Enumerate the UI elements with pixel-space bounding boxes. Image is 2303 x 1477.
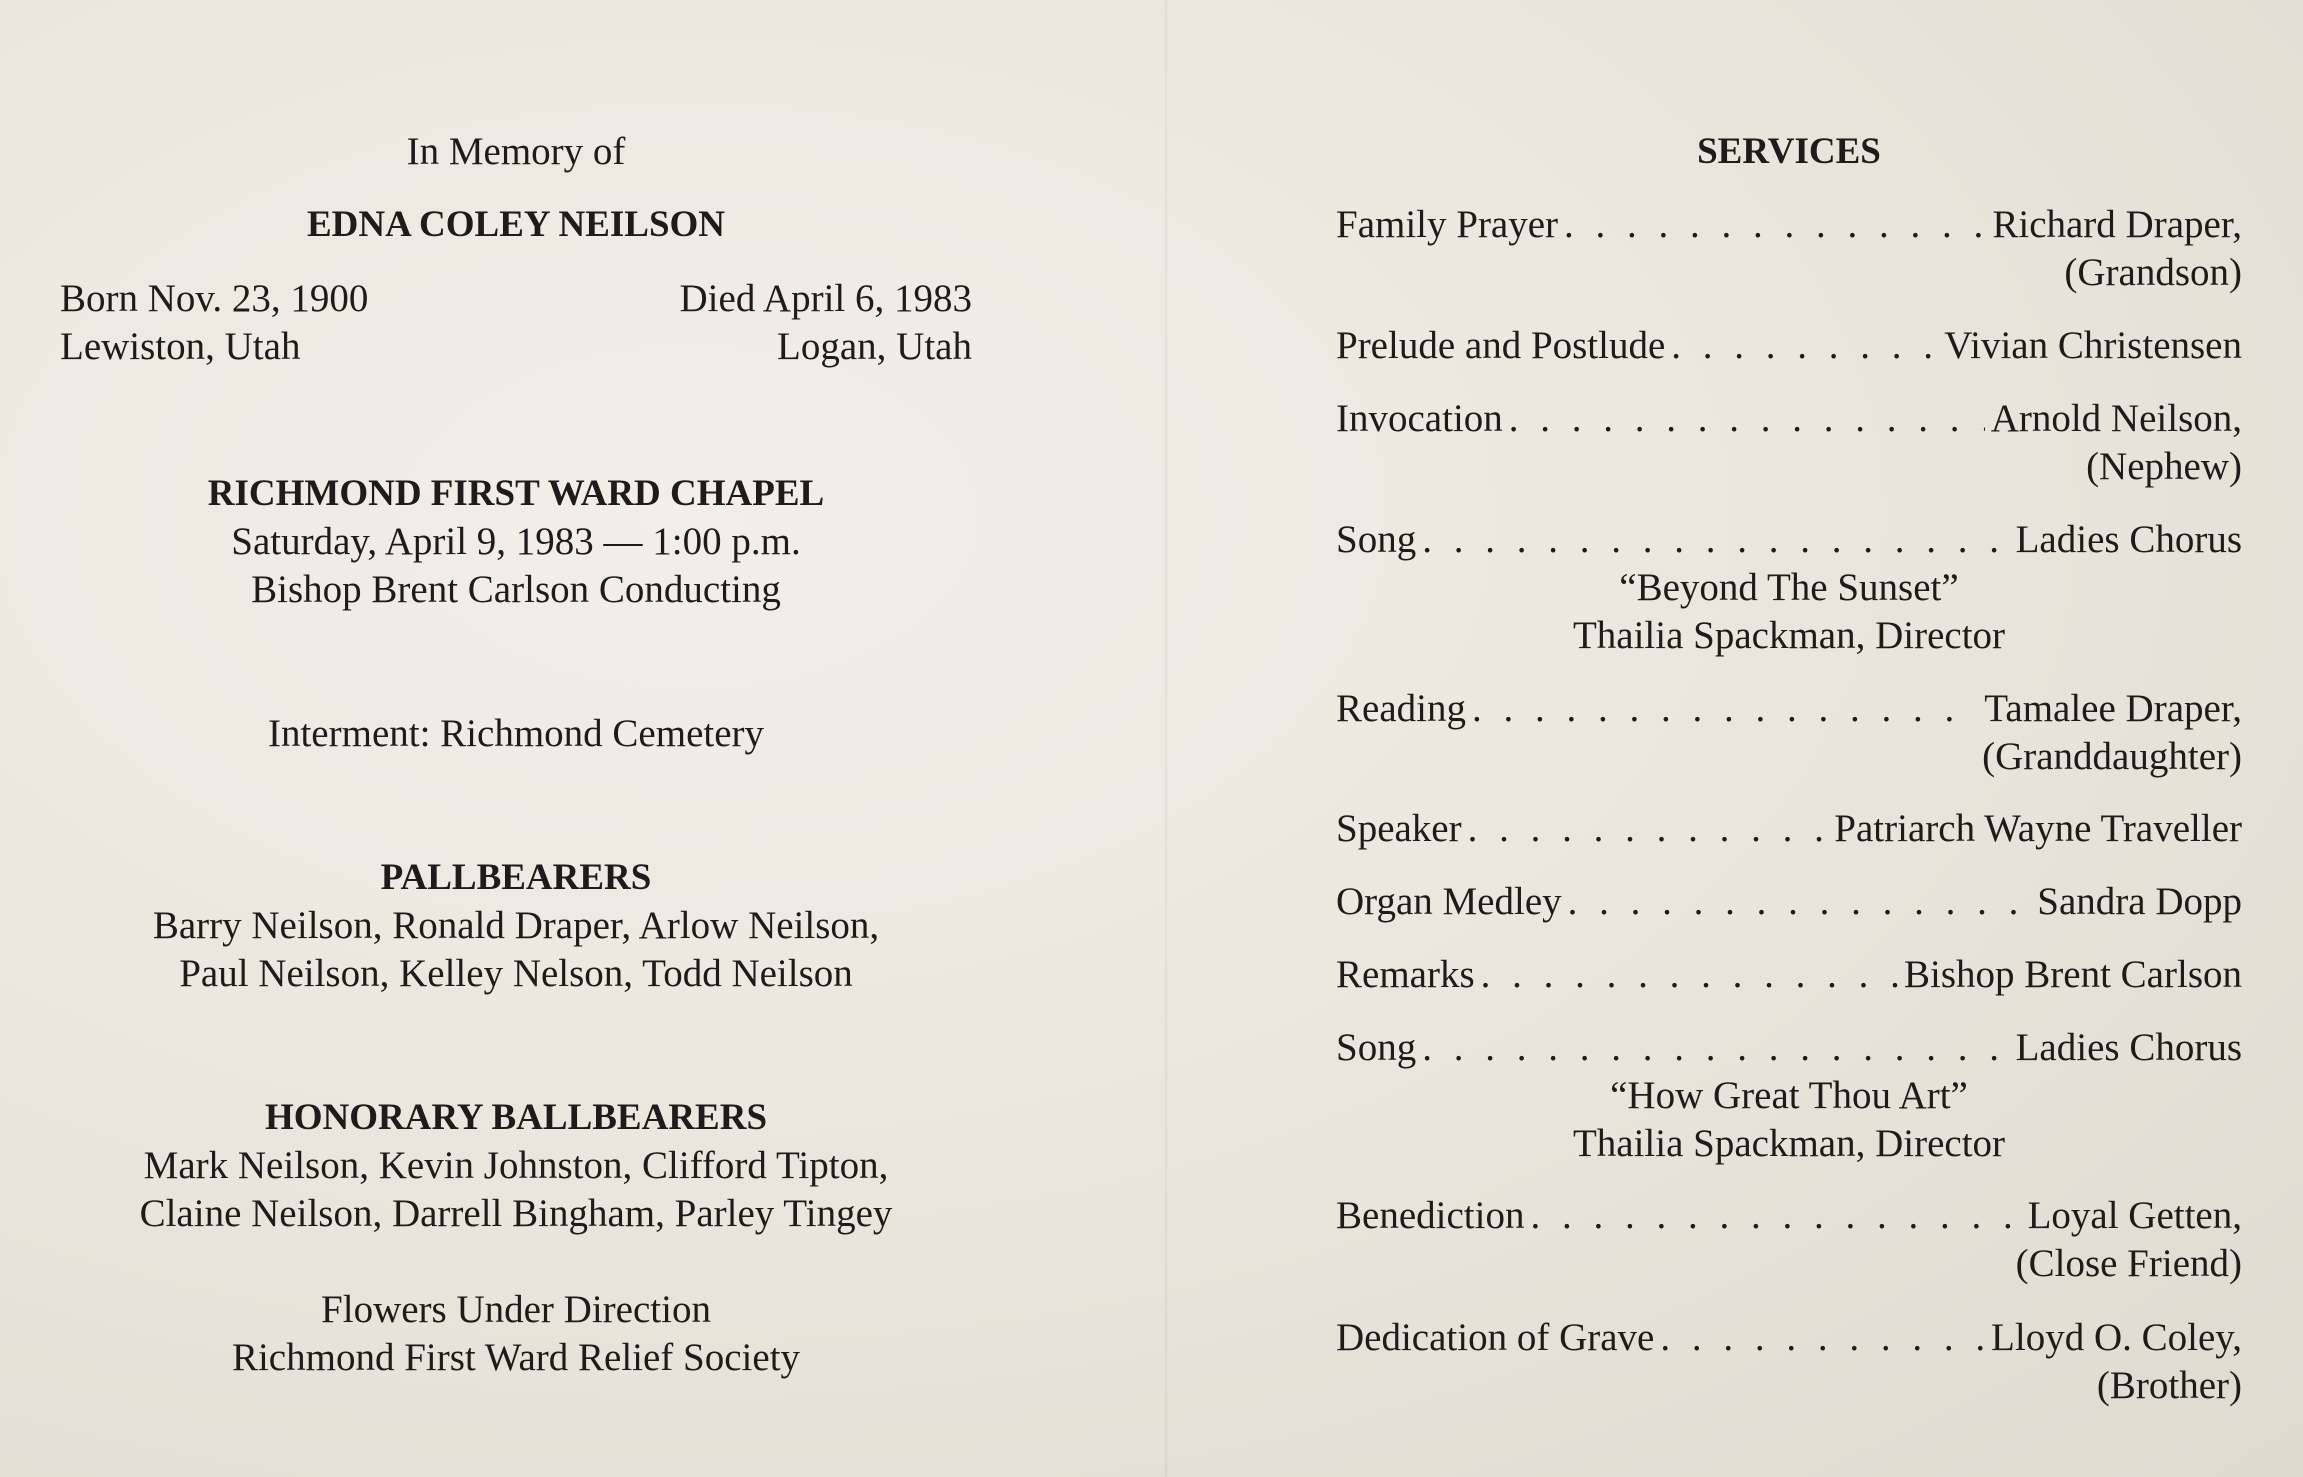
song-director: Thailia Spackman, Director xyxy=(1572,1122,2006,1165)
flowers-line-2: Richmond First Ward Relief Society xyxy=(231,1336,801,1379)
service-label: Benediction xyxy=(1336,1194,1525,1237)
service-label: Speaker xyxy=(1336,807,1462,850)
service-label: Reading xyxy=(1336,687,1466,730)
birth-death-row xyxy=(60,275,972,323)
service-person: Arnold Neilson, xyxy=(1990,397,2242,440)
leader-dots xyxy=(1568,878,2032,926)
service-person: Lloyd O. Coley, xyxy=(1991,1316,2242,1359)
service-label: Dedication of Grave xyxy=(1336,1316,1655,1359)
service-person: Tamalee Draper, xyxy=(1984,687,2242,730)
honorary-line-1: Mark Neilson, Kevin Johnston, Clifford Tipton, xyxy=(143,1144,889,1187)
interment-line: Interment: Richmond Cemetery xyxy=(267,712,765,755)
leader-dots xyxy=(1422,1024,2009,1072)
died-place: Logan, Utah xyxy=(777,325,972,368)
leader-dots xyxy=(1660,1314,1985,1362)
pallbearers-line-1: Barry Neilson, Ronald Draper, Arlow Neilson, xyxy=(152,904,880,947)
flowers-line-1: Flowers Under Direction xyxy=(321,1288,711,1331)
leader-dots xyxy=(1564,201,1986,249)
service-item xyxy=(1336,322,2242,370)
leader-dots xyxy=(1481,951,1898,999)
deceased-name: EDNA COLEY NEILSON xyxy=(306,204,726,245)
leader-dots xyxy=(1472,685,1978,733)
service-item xyxy=(1336,878,2242,926)
center-fold xyxy=(1164,0,1168,1477)
chapel-heading: RICHMOND FIRST WARD CHAPEL xyxy=(207,473,825,514)
service-label: Family Prayer xyxy=(1336,203,1559,246)
song-title: “How Great Thou Art” xyxy=(1610,1074,1968,1117)
service-item xyxy=(1336,1192,2242,1288)
service-label: Invocation xyxy=(1336,397,1503,440)
services-panel xyxy=(1336,0,2242,1477)
song-director: Thailia Spackman, Director xyxy=(1572,614,2006,657)
service-person: Loyal Getten, xyxy=(2027,1194,2242,1237)
service-item xyxy=(1336,685,2242,781)
service-person: Sandra Dopp xyxy=(2037,880,2242,923)
service-person: Vivian Christensen xyxy=(1944,324,2242,367)
service-item xyxy=(1336,516,2242,660)
honorary-heading: HONORARY BALLBEARERS xyxy=(264,1097,768,1138)
service-relation: (Brother) xyxy=(2096,1364,2242,1407)
service-item xyxy=(1336,395,2242,491)
leader-dots xyxy=(1422,516,2009,564)
service-person: Richard Draper, xyxy=(1992,203,2242,246)
service-item xyxy=(1336,805,2242,853)
born-date: Born Nov. 23, 1900 xyxy=(60,277,369,320)
leader-dots xyxy=(1671,322,1938,370)
service-label: Song xyxy=(1336,1026,1417,1069)
service-person: Ladies Chorus xyxy=(2015,1026,2242,1069)
service-item xyxy=(1336,951,2242,999)
service-relation: (Close Friend) xyxy=(2015,1242,2242,1285)
service-relation: (Nephew) xyxy=(2086,445,2242,488)
service-relation: (Grandson) xyxy=(2064,251,2242,294)
service-person: Ladies Chorus xyxy=(2015,518,2242,561)
honorary-line-2: Claine Neilson, Darrell Bingham, Parley Tingey xyxy=(139,1192,893,1235)
in-memory-label: In Memory of xyxy=(406,130,626,173)
service-item xyxy=(1336,1024,2242,1168)
service-label: Organ Medley xyxy=(1336,880,1562,923)
pallbearers-line-2: Paul Neilson, Kelley Nelson, Todd Neilson xyxy=(179,952,853,995)
service-label: Remarks xyxy=(1336,953,1475,996)
song-title: “Beyond The Sunset” xyxy=(1619,566,1959,609)
pallbearers-heading: PALLBEARERS xyxy=(380,857,652,898)
born-place: Lewiston, Utah xyxy=(60,325,301,368)
service-date-time: Saturday, April 9, 1983 — 1:00 p.m. xyxy=(231,520,801,563)
service-label: Song xyxy=(1336,518,1417,561)
birth-death-place-row xyxy=(60,323,972,371)
left-panel xyxy=(0,0,1030,1477)
service-label: Prelude and Postlude xyxy=(1336,324,1666,367)
service-item xyxy=(1336,201,2242,297)
leader-dots xyxy=(1468,805,1829,853)
services-heading: SERVICES xyxy=(1697,131,1881,172)
service-item xyxy=(1336,1314,2242,1410)
leader-dots xyxy=(1530,1192,2021,1240)
leader-dots xyxy=(1509,395,1985,443)
service-person: Bishop Brent Carlson xyxy=(1904,953,2242,996)
service-person: Patriarch Wayne Traveller xyxy=(1834,807,2242,850)
conducting-line: Bishop Brent Carlson Conducting xyxy=(251,568,781,611)
died-date: Died April 6, 1983 xyxy=(679,277,972,320)
service-relation: (Granddaughter) xyxy=(1982,735,2242,778)
